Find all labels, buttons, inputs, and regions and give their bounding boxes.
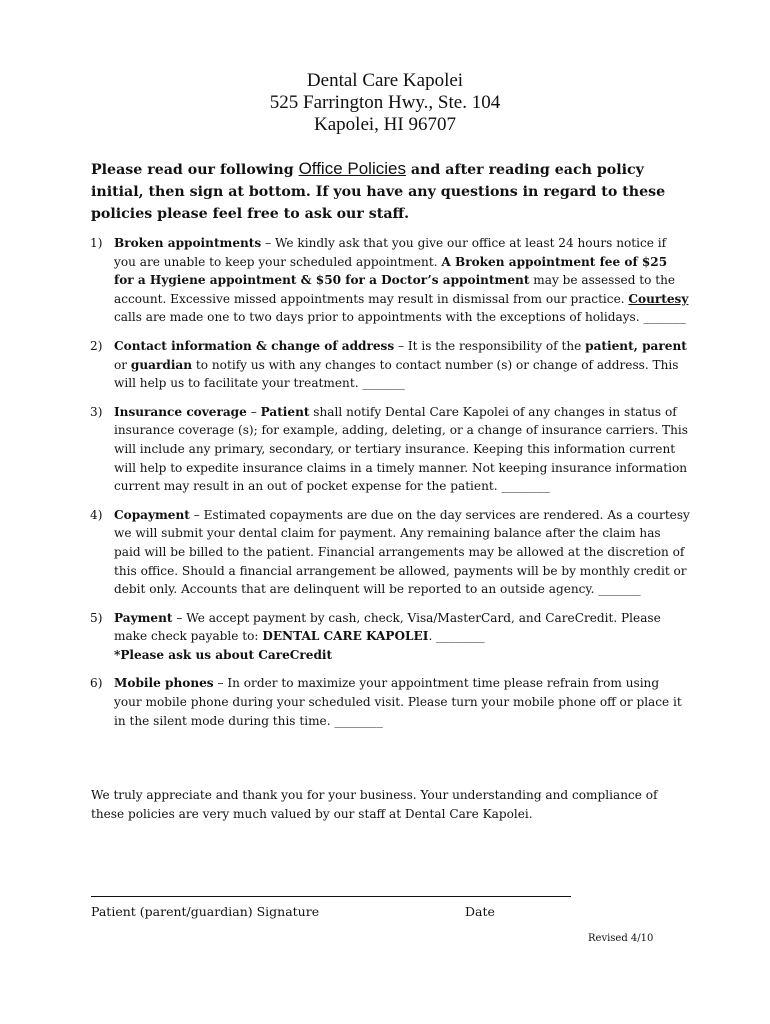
intro-text-after: and after reading each policy initial, then sign at bottom. If you have any questions in regard to these policies please feel free to ask our staff. — [91, 162, 666, 222]
policy-title: Broken appointments — [114, 236, 262, 250]
date-label: Date — [465, 904, 495, 919]
policy-title: Mobile phones — [114, 676, 214, 691]
policy-text: – Estimated copayments are due on the day services are rendered. As a courtesy we will submit your dental claim for payment. Any remaining balance after the claim has paid will be billed to the patient. Financial arrangements may be allowed at the discretion of this office. Should a financial arrangement be allowed, payments will be by monthly credit or debit only. Accounts that are delinquent will be reported to an outside agency. _______ — [114, 507, 690, 597]
policy-text: or — [114, 357, 131, 372]
policy-underlined-text: Courtesy — [628, 291, 689, 306]
policy-title: Copayment — [114, 507, 190, 522]
policy-bold-text: DENTAL CARE KAPOLEI — [262, 629, 429, 644]
policy-text: – We kindly ask that you give our office at least 24 hours notice if you are unable to keep your scheduled appointment. — [114, 236, 667, 269]
signature-line[interactable] — [91, 896, 571, 897]
policy-number: 1) — [90, 236, 103, 250]
intro-text-before: Please read our following — [91, 162, 299, 178]
policy-text: – It is the responsibility of the — [394, 338, 586, 353]
carecredit-note: *Please ask us about CareCredit — [114, 647, 333, 662]
practice-address-line1: 525 Farrington Hwy., Ste. 104 — [269, 92, 501, 113]
policy-bold-text: patient, parent — [585, 338, 687, 353]
policy-text: . ________ — [428, 629, 485, 644]
policy-number: 4) — [90, 507, 103, 522]
policy-number: 5) — [90, 610, 103, 625]
policy-bold-text: guardian — [130, 357, 193, 372]
policy-text: – — [246, 404, 261, 419]
policy-number: 6) — [90, 676, 103, 691]
policy-item-insurance-coverage — [90, 403, 690, 496]
revised-note: Revised 4/10 — [588, 933, 654, 944]
policy-text: may be assessed to the account. Excessive missed appointments may result in dismissal from our practice. — [114, 273, 676, 306]
policy-item-copayment — [90, 506, 690, 599]
policy-text: to notify us with any changes to contact number (s) or change of address. This will help us to facilitate your treatment. _______ — [114, 357, 679, 391]
policy-title: Insurance coverage — [114, 404, 247, 419]
signature-label: Patient (parent/guardian) Signature — [91, 904, 320, 919]
policy-bold-text: Patient — [260, 404, 310, 419]
policy-number: 3) — [90, 404, 103, 419]
practice-name: Dental Care Kapolei — [306, 70, 464, 91]
policy-item-payment — [90, 609, 690, 665]
policy-text: – We accept payment by cash, check, Visa/MasterCard, and CareCredit. Please make check payable to: — [114, 610, 661, 644]
practice-header — [0, 70, 770, 136]
policy-item-broken-appointments — [90, 234, 690, 327]
policy-list — [90, 234, 690, 740]
closing-paragraph: We truly appreciate and thank you for your business. Your understanding and compliance of these policies are very much valued by our staff at Dental Care Kapolei. — [91, 788, 658, 821]
policy-item-mobile-phones — [90, 674, 690, 730]
policy-text: – In order to maximize your appointment time please refrain from using your mobile phone during your scheduled visit. Please turn your mobile phone off or place it in the silent mode during this time. ________ — [114, 676, 682, 728]
policy-bold-text: A Broken appointment fee of $25 for a Hygiene appointment & $50 for a Doctor’s appointment — [114, 254, 668, 288]
office-policies-heading: Office Policies — [298, 159, 406, 178]
policy-number: 2) — [90, 338, 103, 353]
policy-text: shall notify Dental Care Kapolei of any changes in status of insurance coverage (s); for example, adding, deleting, or a change of insurance carriers. This will include any primary, secondary, or tertiary insurance. Keeping this information current will help to expedite insurance claims in a timely manner. Not keeping insurance information current may result in an out of pocket expense for the patient. ________ — [114, 404, 688, 494]
policy-title: Payment — [114, 610, 173, 625]
policy-title: Contact information & change of address — [114, 338, 395, 353]
policy-text: calls are made one to two days prior to appointments with the exceptions of holidays. _______ — [114, 310, 686, 325]
practice-address-line2: Kapolei, HI 96707 — [314, 114, 456, 135]
intro-paragraph — [91, 158, 691, 225]
policy-item-contact-information — [90, 337, 690, 393]
